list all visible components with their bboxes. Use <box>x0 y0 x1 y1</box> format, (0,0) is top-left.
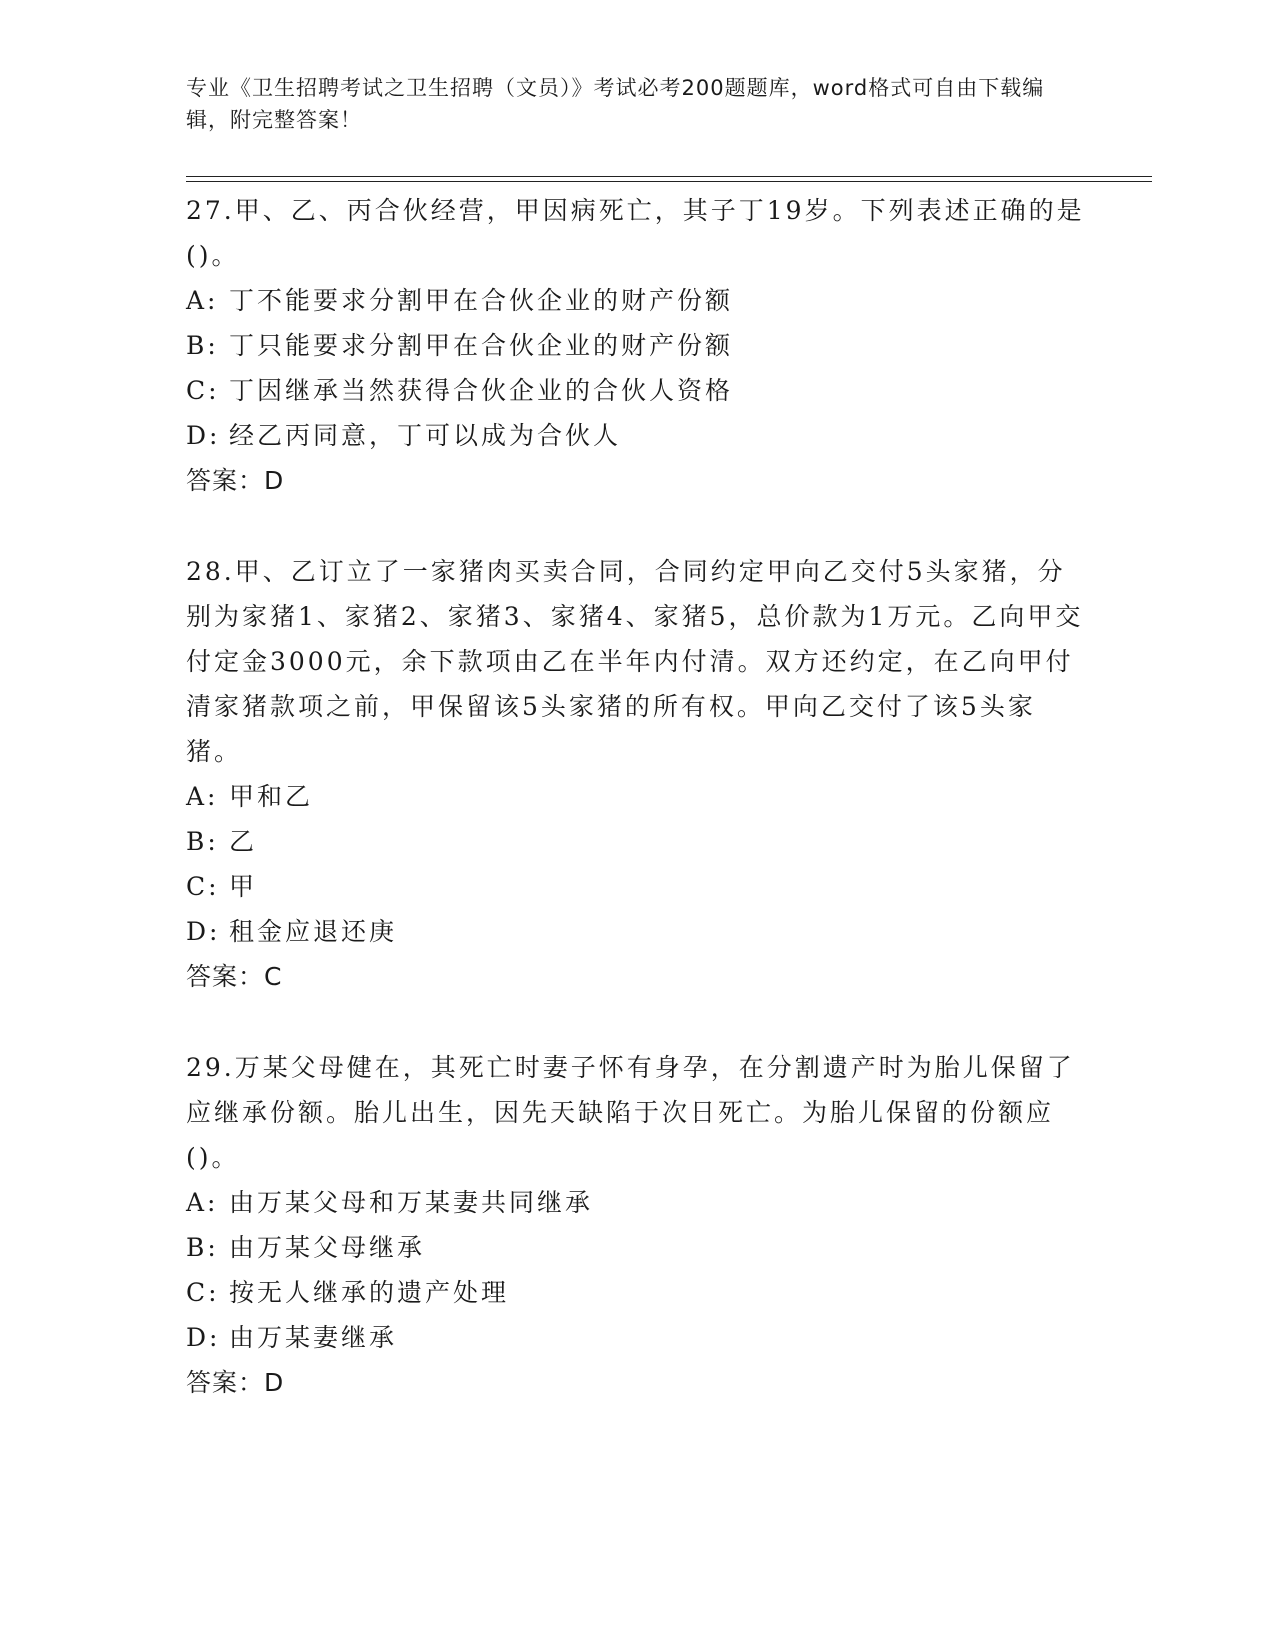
option-letter: C: <box>186 1278 220 1307</box>
question-text: 29.万某父母健在，其死亡时妻子怀有身孕，在分割遗产时为胎儿保留了应继承份额。胎儿出生，因先天缺陷于次日死亡。为胎儿保留的份额应()。 <box>186 1053 1075 1172</box>
option-text: 甲和乙 <box>229 782 314 811</box>
option-letter: B: <box>186 1233 219 1262</box>
option-text: 由万某父母和万某妻共同继承 <box>229 1188 594 1217</box>
option-text: 租金应退还庚 <box>229 917 398 946</box>
question-27 <box>186 188 1086 503</box>
option-text: 甲 <box>229 872 258 901</box>
option-letter: D: <box>186 917 221 946</box>
answer-label: 答案：D <box>186 466 285 495</box>
option-letter: C: <box>186 872 220 901</box>
answer-label: 答案：D <box>186 1368 285 1397</box>
question-28 <box>186 549 1086 999</box>
question-spacer <box>186 503 1086 549</box>
option-a <box>186 1180 1086 1225</box>
option-letter: B: <box>186 827 219 856</box>
document-header: 专业《卫生招聘考试之卫生招聘（文员）》考试必考200题题库，word格式可自由下载编辑，附完整答案！ <box>186 76 1045 132</box>
option-letter: D: <box>186 1323 221 1352</box>
option-b <box>186 819 1086 864</box>
option-d <box>186 909 1086 954</box>
question-spacer <box>186 999 1086 1045</box>
option-text: 丁只能要求分割甲在合伙企业的财产份额 <box>229 331 734 360</box>
option-text: 由万某父母继承 <box>229 1233 426 1262</box>
header-rule-bottom <box>186 181 1152 182</box>
option-letter: A: <box>186 1188 219 1217</box>
option-letter: A: <box>186 286 219 315</box>
option-c <box>186 1270 1086 1315</box>
option-a <box>186 278 1086 323</box>
option-letter: B: <box>186 331 219 360</box>
option-b <box>186 1225 1086 1270</box>
option-d <box>186 1315 1086 1360</box>
question-text: 27.甲、乙、丙合伙经营，甲因病死亡，其子丁19岁。下列表述正确的是()。 <box>186 196 1085 270</box>
answer-label: 答案：C <box>186 962 283 991</box>
option-c <box>186 368 1086 413</box>
option-text: 乙 <box>229 827 258 856</box>
option-letter: A: <box>186 782 219 811</box>
option-a <box>186 774 1086 819</box>
option-d <box>186 413 1086 458</box>
option-text: 按无人继承的遗产处理 <box>229 1278 510 1307</box>
option-b <box>186 323 1086 368</box>
question-29 <box>186 1045 1086 1405</box>
option-text: 丁因继承当然获得合伙企业的合伙人资格 <box>229 376 734 405</box>
question-text: 28.甲、乙订立了一家猪肉买卖合同，合同约定甲向乙交付5头家猪，分别为家猪1、家猪2、家猪3、家猪4、家猪5，总价款为1万元。乙向甲交付定金3000元，余下款项由乙在半年内付清。双方还约定，在乙向甲付清家猪款项之前，甲保留该5头家猪的所有权。甲向乙交付了该5头家猪。 <box>186 557 1084 766</box>
option-c <box>186 864 1086 909</box>
option-text: 由万某妻继承 <box>229 1323 398 1352</box>
option-letter: C: <box>186 376 220 405</box>
option-text: 经乙丙同意，丁可以成为合伙人 <box>229 421 622 450</box>
header-rule-top <box>186 176 1152 177</box>
question-list <box>186 188 1086 1405</box>
option-letter: D: <box>186 421 221 450</box>
option-text: 丁不能要求分割甲在合伙企业的财产份额 <box>229 286 734 315</box>
